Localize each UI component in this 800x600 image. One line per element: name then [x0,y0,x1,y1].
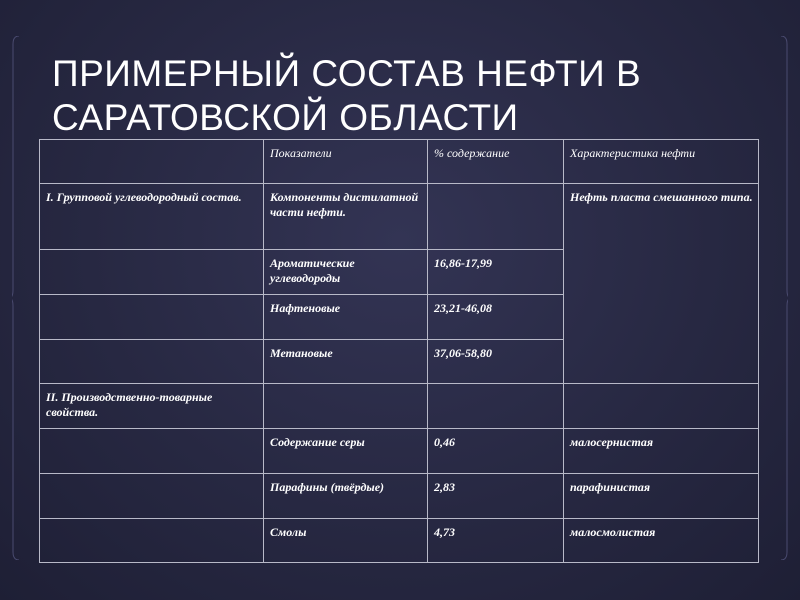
table-cell [264,384,428,429]
methane: Метановые [264,340,428,384]
resins-value: 4,73 [428,519,564,563]
sulfur-characteristic: малосернистая [564,429,759,474]
right-bracket-decoration [780,36,786,560]
table-cell [428,184,564,250]
table-cell [40,340,264,384]
bracket-right-icon [780,36,788,560]
header-percent-content: % содержание [428,140,564,184]
bracket-left-icon [12,36,20,560]
paraffins: Парафины (твёрдые) [264,474,428,519]
production-commercial-properties: II. Производственно-товарные свойства. [40,384,264,429]
table-row [40,384,759,429]
header-indicators: Показатели [264,140,428,184]
left-bracket-decoration [12,36,18,560]
title-line-2: САРАТОВСКОЙ ОБЛАСТИ [52,97,519,138]
table-cell [40,519,264,563]
distillate-components: Компоненты дистилатной части нефти. [264,184,428,250]
table-cell [40,295,264,340]
table-row [40,429,759,474]
aromatic-value: 16,86-17,99 [428,250,564,295]
oil-composition-table [39,139,759,563]
table-cell [564,384,759,429]
header-oil-characteristic: Характеристика нефти [564,140,759,184]
table-cell [40,429,264,474]
table-row [40,474,759,519]
resins-characteristic: малосмолистая [564,519,759,563]
table-cell [428,384,564,429]
sulfur-content: Содержание серы [264,429,428,474]
mixed-type-oil-characteristic: Нефть пласта смешанного типа. [564,184,759,384]
table-row [40,184,759,250]
methane-value: 37,06-58,80 [428,340,564,384]
group-hydrocarbon-composition: I. Групповой углеводородный состав. [40,184,264,250]
resins: Смолы [264,519,428,563]
naphthenic: Нафтеновые [264,295,428,340]
slide-title [52,52,772,140]
header-cell-empty [40,140,264,184]
table-row [40,519,759,563]
paraffins-value: 2,83 [428,474,564,519]
paraffins-characteristic: парафинистая [564,474,759,519]
table-header-row [40,140,759,184]
sulfur-value: 0,46 [428,429,564,474]
naphthenic-value: 23,21-46,08 [428,295,564,340]
title-line-1: ПРИМЕРНЫЙ СОСТАВ НЕФТИ В [52,53,642,94]
aromatic-hydrocarbons: Ароматические углеводороды [264,250,428,295]
table-cell [40,474,264,519]
table-cell [40,250,264,295]
